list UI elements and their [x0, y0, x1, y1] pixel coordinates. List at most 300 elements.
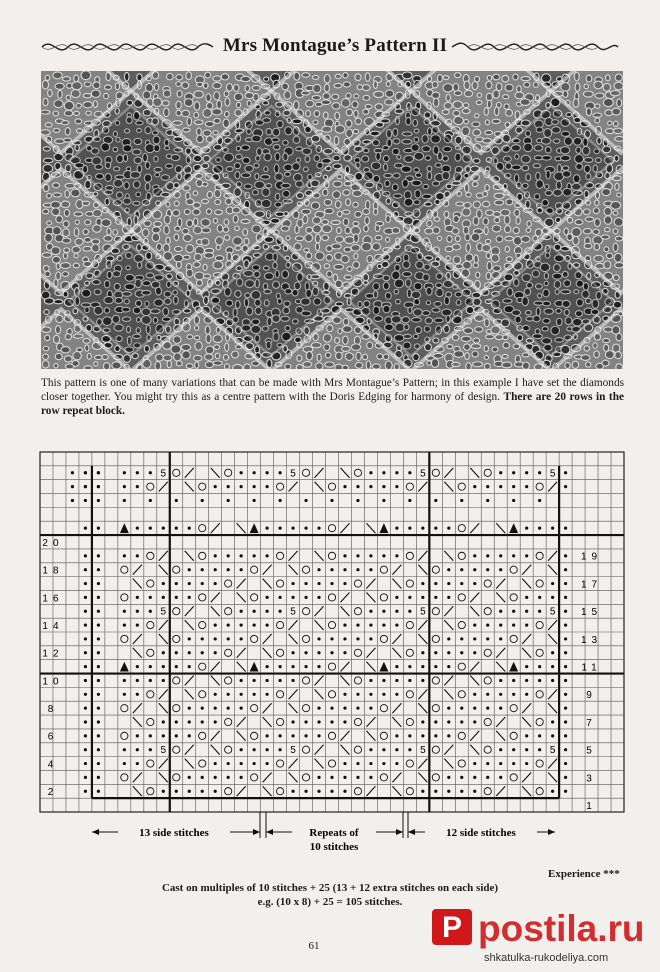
knit-dot-icon: [421, 651, 424, 654]
knit-dot-icon: [525, 471, 528, 474]
knit-dot-icon: [408, 610, 411, 613]
yarn-over-icon: [251, 566, 258, 573]
knit-dot-icon: [136, 734, 139, 737]
ssk-icon: [315, 689, 324, 699]
yarn-over-icon: [276, 691, 283, 698]
ssk-icon: [522, 786, 531, 796]
knit-dot-icon: [343, 554, 346, 557]
knit-dot-icon: [551, 720, 554, 723]
yarn-over-icon: [302, 746, 309, 753]
yarn-over-icon: [199, 691, 206, 698]
yarn-over-icon: [328, 691, 335, 698]
knit-dot-icon: [434, 790, 437, 793]
knit-dot-icon: [460, 720, 463, 723]
knit-dot-icon: [473, 776, 476, 779]
yarn-over-icon: [173, 705, 180, 712]
yarn-over-icon: [276, 649, 283, 656]
row-number-right: 3: [586, 773, 597, 785]
knit-dot-icon: [240, 637, 243, 640]
knit-dot-icon: [253, 499, 256, 502]
yarn-over-icon: [406, 580, 413, 587]
ssk-icon: [133, 579, 142, 589]
ssk-icon: [496, 662, 505, 672]
knit-dot-icon: [84, 582, 87, 585]
ssk-icon: [185, 689, 194, 699]
knit-dot-icon: [395, 471, 398, 474]
knit-dot-icon: [564, 637, 567, 640]
knit-dot-icon: [84, 651, 87, 654]
knit-dot-icon: [188, 790, 191, 793]
knit-dot-icon: [564, 610, 567, 613]
knit-dot-icon: [356, 623, 359, 626]
k2tog-icon: [211, 662, 220, 672]
yarn-over-icon: [484, 469, 491, 476]
knit-dot-icon: [84, 610, 87, 613]
k2tog-icon: [211, 523, 220, 533]
row-number-left: 10: [42, 676, 64, 688]
yarn-over-icon: [354, 649, 361, 656]
five-icon: 5: [290, 606, 296, 618]
knit-dot-icon: [278, 610, 281, 613]
yarn-over-icon: [173, 566, 180, 573]
knit-dot-icon: [136, 665, 139, 668]
row-number-right: 13: [580, 634, 603, 646]
ssk-icon: [211, 676, 220, 686]
knit-dot-icon: [162, 527, 165, 530]
description-bold: There are 20 rows in the row repeat block.: [41, 391, 624, 417]
knit-dot-icon: [564, 665, 567, 668]
knit-dot-icon: [227, 554, 230, 557]
knit-dot-icon: [304, 790, 307, 793]
knit-dot-icon: [266, 610, 269, 613]
knit-dot-icon: [291, 651, 294, 654]
knit-dot-icon: [499, 679, 502, 682]
knit-dot-icon: [538, 679, 541, 682]
knit-dot-icon: [278, 748, 281, 751]
knit-dot-icon: [551, 679, 554, 682]
knit-dot-icon: [551, 596, 554, 599]
k2tog-icon: [418, 759, 427, 769]
knit-dot-icon: [564, 527, 567, 530]
yarn-over-icon: [484, 677, 491, 684]
k2tog-icon: [366, 786, 375, 796]
knit-dot-icon: [434, 596, 437, 599]
knit-dot-icon: [240, 748, 243, 751]
ssk-icon: [289, 772, 298, 782]
knit-dot-icon: [317, 665, 320, 668]
knit-dot-icon: [551, 790, 554, 793]
knit-dot-icon: [356, 554, 359, 557]
knit-dot-icon: [382, 693, 385, 696]
knit-dot-icon: [214, 554, 217, 557]
knit-dot-icon: [434, 734, 437, 737]
knit-dot-icon: [473, 568, 476, 571]
yarn-over-icon: [276, 483, 283, 490]
knit-dot-icon: [564, 651, 567, 654]
row-number-left: 16: [42, 593, 64, 605]
knit-dot-icon: [149, 748, 152, 751]
knit-dot-icon: [227, 568, 230, 571]
knit-dot-icon: [266, 554, 269, 557]
knit-dot-icon: [525, 554, 528, 557]
knit-dot-icon: [369, 679, 372, 682]
knit-dot-icon: [136, 471, 139, 474]
cast-on-line2: e.g. (10 x 8) + 25 = 105 stitches.: [257, 896, 403, 908]
knit-dot-icon: [291, 527, 294, 530]
knit-dot-icon: [434, 651, 437, 654]
yarn-over-icon: [484, 608, 491, 615]
yarn-over-icon: [536, 760, 543, 767]
yarn-over-icon: [173, 608, 180, 615]
yarn-over-icon: [173, 746, 180, 753]
knit-dot-icon: [473, 720, 476, 723]
ssk-icon: [289, 565, 298, 575]
knit-dot-icon: [330, 720, 333, 723]
knit-dot-icon: [499, 485, 502, 488]
knit-dot-icon: [240, 471, 243, 474]
k2tog-icon: [392, 634, 401, 644]
k2tog-icon: [185, 606, 194, 616]
knit-dot-icon: [369, 610, 372, 613]
knit-dot-icon: [175, 596, 178, 599]
knit-dot-icon: [395, 623, 398, 626]
knit-dot-icon: [564, 776, 567, 779]
knit-dot-icon: [240, 762, 243, 765]
knit-dot-icon: [499, 554, 502, 557]
k2tog-icon: [237, 579, 246, 589]
knit-dot-icon: [564, 679, 567, 682]
knit-dot-icon: [551, 651, 554, 654]
yarn-over-icon: [328, 552, 335, 559]
knit-dot-icon: [136, 485, 139, 488]
knit-dot-icon: [460, 776, 463, 779]
k2tog-icon: [392, 703, 401, 713]
knit-dot-icon: [291, 679, 294, 682]
knit-dot-icon: [343, 637, 346, 640]
ssk-icon: [263, 648, 272, 658]
knit-dot-icon: [149, 679, 152, 682]
knit-dot-icon: [201, 707, 204, 710]
knit-dot-icon: [317, 707, 320, 710]
ssk-icon: [366, 523, 375, 533]
knit-dot-icon: [71, 485, 74, 488]
five-icon: 5: [160, 468, 167, 480]
knit-dot-icon: [227, 485, 230, 488]
k2tog-icon: [185, 745, 194, 755]
yarn-over-icon: [225, 469, 232, 476]
knit-dot-icon: [538, 610, 541, 613]
yarn-over-icon: [225, 649, 232, 656]
row-number-right: 1: [586, 800, 597, 812]
yarn-over-icon: [121, 566, 128, 573]
knit-dot-icon: [97, 707, 100, 710]
yarn-over-icon: [147, 718, 154, 725]
yarn-over-icon: [199, 483, 206, 490]
ssk-icon: [496, 523, 505, 533]
left-section-label: 13 side stitches: [139, 827, 209, 839]
yarn-over-icon: [432, 774, 439, 781]
knit-dot-icon: [188, 707, 191, 710]
knit-dot-icon: [460, 651, 463, 654]
ssk-icon: [366, 592, 375, 602]
five-icon: 5: [290, 468, 296, 480]
yarn-over-icon: [510, 635, 517, 642]
yarn-over-icon: [328, 621, 335, 628]
knit-dot-icon: [162, 790, 165, 793]
knit-dot-icon: [447, 734, 450, 737]
knit-dot-icon: [149, 665, 152, 668]
knit-dot-icon: [97, 485, 100, 488]
yarn-over-icon: [173, 469, 180, 476]
yarn-over-icon: [276, 580, 283, 587]
knit-dot-icon: [382, 499, 385, 502]
knit-dot-icon: [538, 527, 541, 530]
k2tog-icon: [133, 565, 142, 575]
knit-dot-icon: [382, 610, 385, 613]
yarn-over-icon: [380, 566, 387, 573]
knit-dot-icon: [369, 471, 372, 474]
yarn-over-icon: [536, 649, 543, 656]
knit-dot-icon: [266, 623, 269, 626]
knit-dot-icon: [330, 776, 333, 779]
yarn-over-icon: [225, 746, 232, 753]
knit-dot-icon: [84, 790, 87, 793]
row-number-right: 15: [580, 607, 603, 619]
ssk-icon: [392, 648, 401, 658]
knit-dot-icon: [136, 623, 139, 626]
knit-dot-icon: [499, 776, 502, 779]
yarn-over-icon: [432, 608, 439, 615]
knit-dot-icon: [97, 610, 100, 613]
knit-dot-icon: [460, 568, 463, 571]
knit-dot-icon: [525, 734, 528, 737]
knit-dot-icon: [123, 623, 126, 626]
ssk-icon: [470, 468, 479, 478]
knit-dot-icon: [512, 623, 515, 626]
knit-dot-icon: [97, 776, 100, 779]
knit-dot-icon: [499, 471, 502, 474]
ssk-icon: [315, 482, 324, 492]
knit-dot-icon: [278, 734, 281, 737]
yarn-over-icon: [147, 691, 154, 698]
row-number-left: 12: [42, 648, 64, 660]
yarn-over-icon: [199, 663, 206, 670]
knit-dot-icon: [123, 693, 126, 696]
ssk-icon: [159, 703, 168, 713]
knit-dot-icon: [278, 499, 281, 502]
cdd-icon: [379, 662, 388, 672]
yarn-over-icon: [536, 580, 543, 587]
knit-dot-icon: [201, 651, 204, 654]
knit-dot-icon: [317, 734, 320, 737]
knit-dot-icon: [564, 748, 567, 751]
five-icon: 5: [549, 606, 556, 618]
yarn-over-icon: [510, 774, 517, 781]
ssk-icon: [237, 731, 246, 741]
knit-dot-icon: [434, 527, 437, 530]
knit-dot-icon: [473, 651, 476, 654]
knit-dot-icon: [84, 596, 87, 599]
knit-dot-icon: [564, 471, 567, 474]
knit-dot-icon: [84, 720, 87, 723]
knit-dot-icon: [538, 665, 541, 668]
yarn-over-icon: [199, 552, 206, 559]
yarn-over-icon: [458, 621, 465, 628]
yarn-over-icon: [251, 705, 258, 712]
ssk-icon: [340, 745, 349, 755]
knit-dot-icon: [84, 665, 87, 668]
knit-dot-icon: [136, 596, 139, 599]
knit-dot-icon: [304, 665, 307, 668]
knit-dot-icon: [564, 720, 567, 723]
knit-dot-icon: [330, 582, 333, 585]
yarn-over-icon: [302, 608, 309, 615]
yarn-over-icon: [199, 621, 206, 628]
knit-dot-icon: [317, 637, 320, 640]
knit-dot-icon: [460, 582, 463, 585]
knit-dot-icon: [564, 568, 567, 571]
row-number-left: 20: [42, 537, 64, 549]
k2tog-icon: [392, 565, 401, 575]
yarn-over-icon: [328, 663, 335, 670]
knit-dot-icon: [214, 582, 217, 585]
k2tog-icon: [470, 592, 479, 602]
knit-dot-icon: [97, 720, 100, 723]
knit-dot-icon: [214, 776, 217, 779]
knit-dot-icon: [395, 485, 398, 488]
k2tog-icon: [548, 689, 557, 699]
knit-dot-icon: [136, 679, 139, 682]
knit-dot-icon: [227, 762, 230, 765]
yarn-over-icon: [328, 483, 335, 490]
five-icon: 5: [420, 745, 426, 757]
k2tog-icon: [159, 759, 168, 769]
knit-dot-icon: [227, 623, 230, 626]
knit-dot-icon: [408, 499, 411, 502]
k2tog-icon: [470, 731, 479, 741]
yarn-over-icon: [302, 469, 309, 476]
yarn-over-icon: [225, 677, 232, 684]
yarn-over-icon: [276, 621, 283, 628]
knit-dot-icon: [330, 637, 333, 640]
knit-dot-icon: [434, 499, 437, 502]
knit-dot-icon: [214, 568, 217, 571]
knit-dot-icon: [460, 637, 463, 640]
ssk-icon: [133, 648, 142, 658]
knit-dot-icon: [382, 471, 385, 474]
knit-dot-icon: [395, 665, 398, 668]
knit-dot-icon: [188, 596, 191, 599]
cdd-icon: [120, 523, 129, 533]
knit-dot-icon: [84, 734, 87, 737]
ssk-icon: [418, 565, 427, 575]
knit-dot-icon: [434, 582, 437, 585]
knit-dot-icon: [343, 790, 346, 793]
knit-dot-icon: [266, 471, 269, 474]
yarn-over-icon: [458, 594, 465, 601]
knit-dot-icon: [97, 762, 100, 765]
knit-dot-icon: [188, 651, 191, 654]
k2tog-icon: [159, 551, 168, 561]
knit-dot-icon: [356, 568, 359, 571]
knit-dot-icon: [382, 623, 385, 626]
ssk-icon: [340, 468, 349, 478]
knit-dot-icon: [421, 527, 424, 530]
knit-dot-icon: [421, 582, 424, 585]
ssk-icon: [315, 551, 324, 561]
k2tog-icon: [444, 676, 453, 686]
k2tog-icon: [418, 482, 427, 492]
knit-dot-icon: [538, 596, 541, 599]
knit-dot-icon: [447, 665, 450, 668]
knit-dot-icon: [304, 734, 307, 737]
yarn-over-icon: [484, 580, 491, 587]
knit-dot-icon: [123, 748, 126, 751]
yarn-over-icon: [510, 732, 517, 739]
row-number-right: 19: [580, 551, 603, 563]
k2tog-icon: [496, 648, 505, 658]
knit-dot-icon: [330, 790, 333, 793]
knit-dot-icon: [97, 568, 100, 571]
k2tog-icon: [392, 772, 401, 782]
yarn-over-icon: [458, 483, 465, 490]
five-icon: 5: [549, 468, 556, 480]
knit-dot-icon: [149, 596, 152, 599]
ssk-icon: [211, 606, 220, 616]
yarn-over-icon: [147, 788, 154, 795]
row-number-labels: [42, 538, 602, 812]
knit-dot-icon: [395, 748, 398, 751]
knit-dot-icon: [136, 610, 139, 613]
knit-dot-icon: [266, 665, 269, 668]
knit-dot-icon: [564, 554, 567, 557]
knit-dot-icon: [369, 568, 372, 571]
knit-dot-icon: [486, 623, 489, 626]
yarn-over-icon: [276, 760, 283, 767]
knit-dot-icon: [201, 790, 204, 793]
ssk-icon: [548, 634, 557, 644]
knit-dot-icon: [240, 776, 243, 779]
knit-dot-icon: [123, 554, 126, 557]
knit-dot-icon: [317, 582, 320, 585]
row-number-left: 18: [42, 565, 64, 577]
ssk-icon: [444, 551, 453, 561]
yarn-over-icon: [536, 483, 543, 490]
yarn-over-icon: [536, 718, 543, 725]
knit-dot-icon: [291, 734, 294, 737]
ssk-icon: [289, 634, 298, 644]
knit-dot-icon: [240, 679, 243, 682]
knit-dot-icon: [97, 554, 100, 557]
knit-dot-icon: [123, 610, 126, 613]
knit-dot-icon: [201, 720, 204, 723]
knit-dot-icon: [278, 679, 281, 682]
knit-dot-icon: [201, 582, 204, 585]
knit-dot-icon: [291, 790, 294, 793]
knit-dot-icon: [188, 734, 191, 737]
knit-dot-icon: [512, 762, 515, 765]
yarn-over-icon: [225, 608, 232, 615]
knit-dot-icon: [84, 707, 87, 710]
knit-dot-icon: [421, 665, 424, 668]
knit-dot-icon: [188, 568, 191, 571]
k2tog-icon: [289, 620, 298, 630]
knit-dot-icon: [149, 499, 152, 502]
knit-dot-icon: [343, 582, 346, 585]
knit-dot-icon: [84, 471, 87, 474]
ssk-icon: [211, 468, 220, 478]
knit-dot-icon: [253, 748, 256, 751]
